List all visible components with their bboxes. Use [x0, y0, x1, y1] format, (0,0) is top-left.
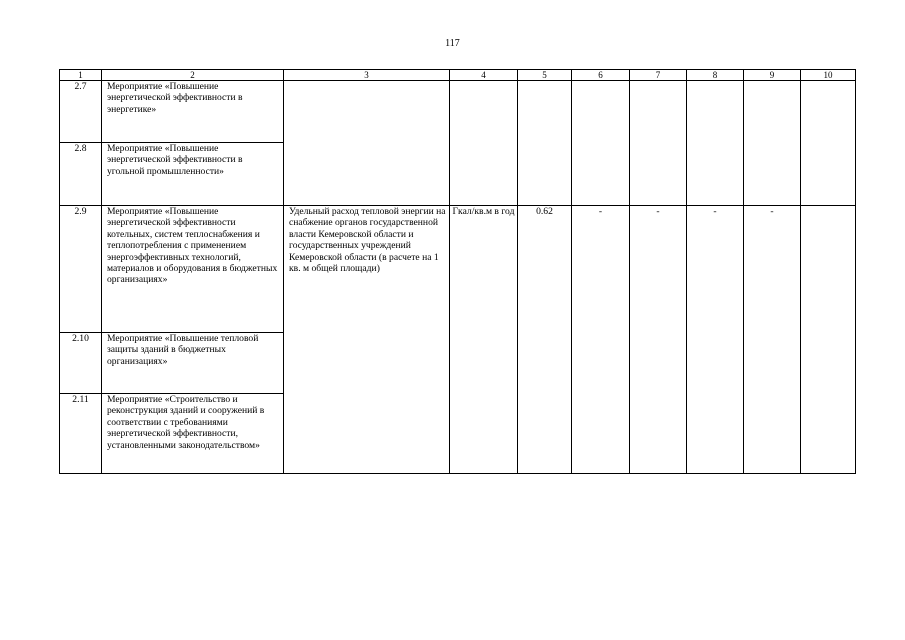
row-number: 2.11	[60, 394, 102, 474]
value-cell-5: 0.62	[518, 206, 572, 474]
table-header-row	[60, 70, 856, 81]
table-row	[60, 206, 856, 333]
page-number: 117	[445, 38, 460, 49]
column-header: 4	[450, 70, 518, 81]
column-header: 7	[630, 70, 687, 81]
value-cell-empty	[630, 81, 687, 206]
measure-cell: Мероприятие «Повышение энергетической эффективности в угольной промышленности»	[102, 143, 284, 206]
value-cell-empty	[744, 81, 801, 206]
measure-cell: Мероприятие «Строительство и реконструкция зданий и сооружений в соответствии с требованиями энергетической эффективности, установленными законодательством»	[102, 394, 284, 474]
value-cell-8: -	[687, 206, 744, 474]
measures-table	[59, 69, 856, 474]
indicator-cell: Удельный расход тепловой энергии на снабжение органов государственной власти Кемеровской области и государственных учреждений Кемеровской области (в расчете на 1 кв. м общей площади)	[284, 206, 450, 474]
column-header: 2	[102, 70, 284, 81]
value-cell-10	[801, 206, 856, 474]
value-cell-empty	[687, 81, 744, 206]
measure-cell: Мероприятие «Повышение энергетической эффективности в энергетике»	[102, 81, 284, 143]
column-header: 8	[687, 70, 744, 81]
column-header: 5	[518, 70, 572, 81]
column-header: 1	[60, 70, 102, 81]
row-number: 2.9	[60, 206, 102, 333]
unit-cell: Гкал/кв.м в год	[450, 206, 518, 474]
row-number: 2.8	[60, 143, 102, 206]
column-header: 10	[801, 70, 856, 81]
measure-cell: Мероприятие «Повышение тепловой защиты зданий в бюджетных организациях»	[102, 333, 284, 394]
column-header: 6	[572, 70, 630, 81]
row-number: 2.10	[60, 333, 102, 394]
value-cell-7: -	[630, 206, 687, 474]
column-header: 3	[284, 70, 450, 81]
column-header: 9	[744, 70, 801, 81]
row-number: 2.7	[60, 81, 102, 143]
value-cell-6: -	[572, 206, 630, 474]
measure-cell: Мероприятие «Повышение энергетической эффективности котельных, систем теплоснабжения и теплопотребления с применением энергоэффективных технологий, материалов и оборудования в бюджетных организациях»	[102, 206, 284, 333]
value-cell-empty	[572, 81, 630, 206]
value-cell-9: -	[744, 206, 801, 474]
table-row	[60, 81, 856, 143]
value-cell-empty	[518, 81, 572, 206]
value-cell-empty	[801, 81, 856, 206]
indicator-cell-empty	[284, 81, 450, 206]
unit-cell-empty	[450, 81, 518, 206]
